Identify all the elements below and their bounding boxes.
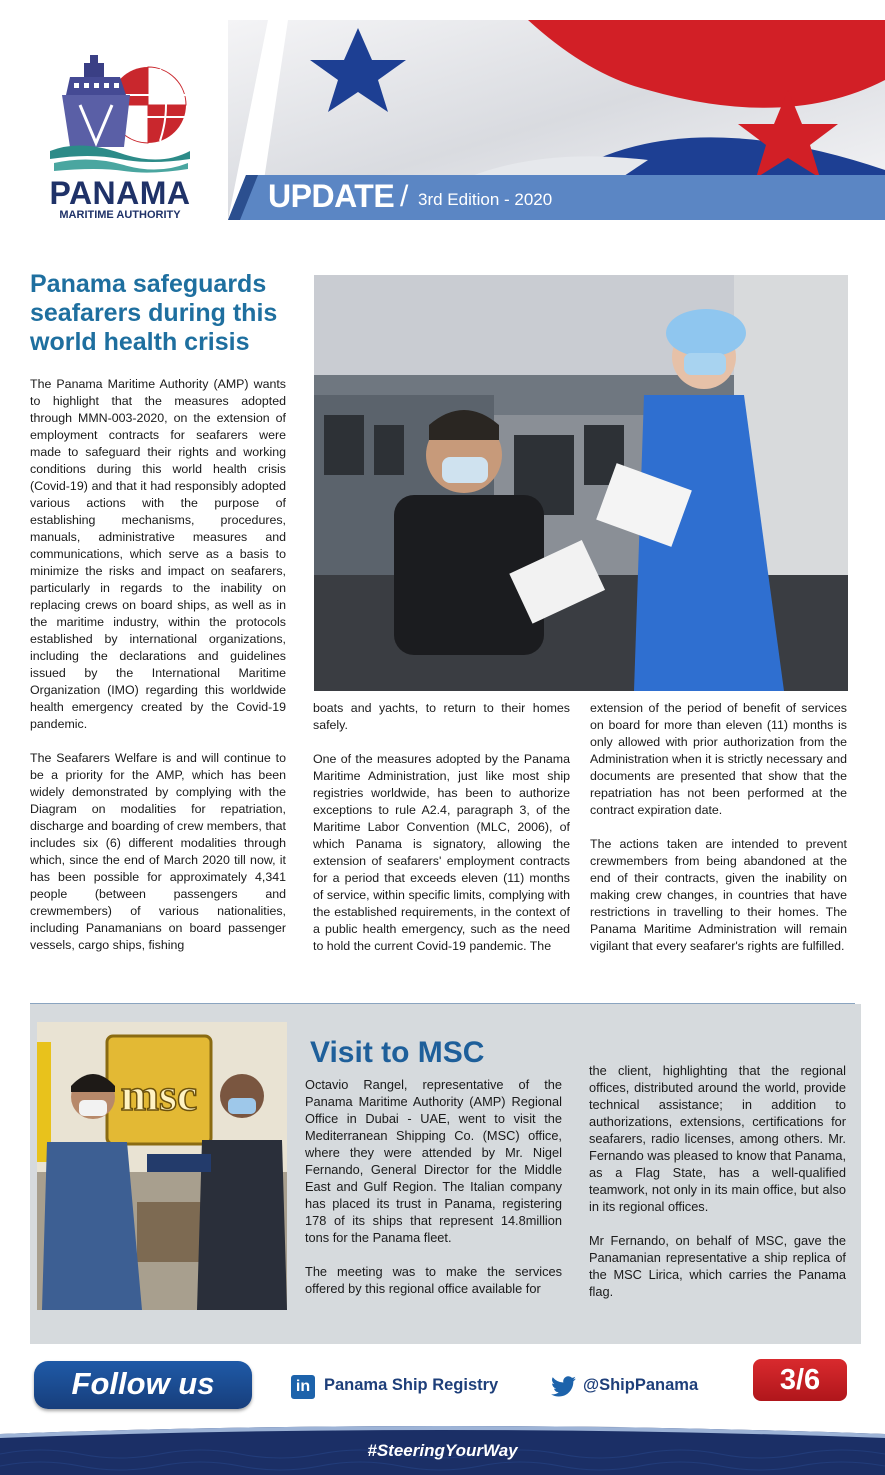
paragraph: One of the measures adopted by the Panama Maritime Administration, just like most ship registries worldwide, has been to authorize exceptions to rule A2.4, paragraph 3, of the Maritime Labor Convention (MLC, 2006), of which Panama is signatory, allowing the extension of seafarers' employment contracts for a period that exceeds eleven (11) months of service, within specific limits, complying with the established requirements, in the context of a public health emergency, such as the need to hold the current Covid-19 pandemic. The [313,752,570,953]
linkedin-icon[interactable] [291,1375,315,1399]
linkedin-link[interactable]: Panama Ship Registry [324,1376,499,1394]
hashtag: #SteeringYourWay [367,1441,518,1460]
paragraph: boats and yachts, to return to their homes safely. [313,701,570,732]
msc-sign: msc [120,1069,198,1120]
follow-us-label[interactable]: Follow us [71,1366,215,1401]
pma-logo [40,55,210,225]
paragraph: extension of the period of benefit of services on board for more than eleven (11) months is only allowed with prior authorization from the Administration when it is strictly necessary and documents are presented that show that the repatriation has not been performed at the contract expiration date. [590,701,847,817]
article2-column-1 [305,1076,562,1314]
org-name: PANAMA [49,175,191,211]
twitter-link[interactable]: @ShipPanama [583,1376,699,1394]
article1-column-1 [30,376,286,971]
msc-visit-photo [37,1022,287,1310]
update-slash: / [400,180,409,213]
ship-globe-emblem-icon [40,55,200,175]
article1-column-3 [590,700,847,972]
twitter-icon[interactable] [551,1376,577,1398]
article2-title: Visit to MSC [310,1036,485,1069]
airport-health-check-photo [314,275,848,691]
paragraph: Mr Fernando, on behalf of MSC, gave the Panamanian representative a ship replica of the MSC Lirica, which carries the Panama flag. [589,1233,846,1299]
paragraph: The Seafarers Welfare is and will continue to be a priority for the AMP, which has been widely demonstrated by complying with the Diagram on modalities for repatriation, discharge and boarding of crew members, that includes six (6) different modalities through which, since the end of March 2020 till now, it has been possible for approximately 4,341 people (between passengers and crewmembers) of various nationalities, including Panamanians on board passenger vessels, cargo ships, fishing [30,751,286,952]
paragraph: The actions taken are intended to prevent crewmembers from being abandoned at the end of their contracts, given the inability on making crew changes, in countries that have restrictions in travelling to their homes. The Panama Maritime Administration will remain vigilant that every seafarer's rights are fulfilled. [590,837,847,953]
update-label: UPDATE [268,178,395,214]
linkedin-glyph: in [295,1378,311,1395]
paragraph: the client, highlighting that the regional offices, distributed around the world, provide technical assistance; in addition to authorizations, extensions, certifications for seafarers, radio licenses, among others. Mr. Fernando was pleased to know that Panama, as a Flag State, has a well-qualified teamwork, not only in its main office, but also in its regional offices. [589,1063,846,1214]
article1-column-2 [313,700,570,972]
page-number-badge: 3/6 [753,1359,847,1401]
org-subtitle: MARITIME AUTHORITY [59,209,181,221]
article2-column-2 [589,1062,846,1317]
paragraph: Octavio Rangel, representative of the Panama Maritime Authority (AMP) Regional Office in Dubai - UAE, went to visit the Mediterranean Shipping Co. (MSC) office, where they were attended by Mr. Nigel Fernando, General Director for the Middle East and Gulf Region. The Italian company has placed its trust in Panama, registering 178 of its ships that represent 14.8million tons for the Panama fleet. [305,1077,562,1245]
paragraph: The meeting was to make the services offered by this regional office available for [305,1264,562,1296]
paragraph: The Panama Maritime Authority (AMP) wants to highlight that the measures adopted through MMN-003-2020, on the extension of employment contracts for seafarers were made to safeguard their rights and working conditions during this world health crisis (Covid-19) and that it had responsibly adopted various actions with the purpose of establishing mechanisms, procedures, manuals, administrative measures and communications, which serve as a basis to minimize the risks and impact on seafarers, particularly in regards to the inability on replacing crews on board ships, as well as in the maritime industry, within the protocols established by international organizations, including the declarations and guidelines issued by the International Maritime Organization (IMO) regarding this worldwide health emergency created by the Covid-19 pandemic. [30,377,286,731]
edition-label: 3rd Edition - 2020 [418,190,553,209]
article1-title: Panama safeguards seafarers during this world health crisis [30,270,278,356]
